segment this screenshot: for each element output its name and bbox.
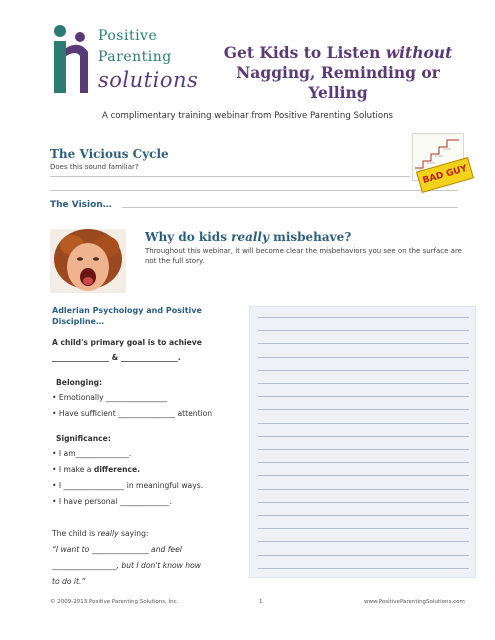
note-line [258, 502, 469, 503]
why-title-emph: really [231, 230, 269, 244]
footer-url: www.PositiveParentingSolutions.com [364, 599, 465, 605]
note-line [258, 436, 469, 437]
significance-item: • I am______________. [52, 449, 132, 458]
belonging-item: • Emotionally ________________ [52, 393, 167, 402]
child-quote-line: to do it.” [52, 577, 86, 586]
belonging-label: Belonging: [56, 378, 103, 387]
screaming-child-photo [50, 229, 126, 293]
note-line [258, 396, 469, 397]
note-line [258, 343, 469, 344]
why-title-prefix: Why do kids [145, 230, 232, 244]
logo-mark-icon [50, 24, 95, 96]
note-line [258, 423, 469, 424]
note-line [258, 568, 469, 569]
bad-guy-badge: BAD GUY [416, 157, 474, 193]
significance-item [52, 465, 140, 474]
logo-word-solutions: solutions [98, 68, 199, 92]
belonging-item: • Have sufficient _______________ attention [52, 409, 213, 418]
note-line [258, 317, 469, 318]
significance-item-text: • I make a [52, 465, 92, 474]
note-line [258, 370, 469, 371]
answer-line [50, 190, 458, 191]
logo-word-positive: Positive [98, 28, 158, 44]
vicious-cycle-heading: The Vicious Cycle [50, 147, 169, 161]
child-saying-intro [52, 529, 148, 538]
title-line1-emph: without [385, 43, 453, 62]
note-line [258, 489, 469, 490]
why-title-suffix: misbehave? [268, 230, 352, 244]
notes-panel[interactable] [249, 306, 476, 578]
note-line [258, 515, 469, 516]
note-line [258, 541, 469, 542]
saying-prefix: The child is [52, 529, 98, 538]
note-line [258, 462, 469, 463]
subtitle: A complimentary training webinar from Positive Parenting Solutions [101, 111, 394, 121]
footer-page-number: 1 [259, 599, 263, 605]
significance-label: Significance: [56, 434, 111, 443]
why-misbehave-body: Throughout this webinar, it will become clear the misbehaviors you see on the surface are not the full story. [145, 247, 462, 265]
child-quote-line: “I want to _______________ and feel [52, 545, 182, 554]
title-line1-prefix: Get Kids to Listen [223, 43, 386, 62]
answer-line [122, 207, 458, 208]
saying-emph: really [97, 529, 119, 538]
note-line [258, 409, 469, 410]
logo-word-parenting: Parenting [98, 49, 172, 65]
goal-blanks: _______________ & _______________. [52, 353, 181, 362]
page-title [206, 43, 470, 103]
note-line [258, 528, 469, 529]
note-line [258, 475, 469, 476]
note-line [258, 357, 469, 358]
child-quote-line: _________________, but I don't know how [52, 561, 201, 570]
significance-item-emph: difference. [93, 465, 141, 474]
title-line2: Nagging, Reminding or Yelling [236, 63, 440, 102]
answer-line [50, 176, 410, 177]
logo [50, 24, 200, 99]
footer-copyright: © 2009-2013 Positive Parenting Solutions, Inc. [50, 599, 179, 605]
vision-heading: The Vision… [50, 200, 112, 210]
significance-item: • I have personal _____________. [52, 497, 172, 506]
vicious-cycle-question: Does this sound familiar? [50, 163, 139, 171]
why-misbehave-heading [145, 230, 351, 244]
note-line [258, 449, 469, 450]
note-line [258, 555, 469, 556]
note-line [258, 383, 469, 384]
significance-item: • I ________________ in meaningful ways. [52, 481, 204, 490]
note-line [258, 330, 469, 331]
goal-line: A child's primary goal is to achieve [52, 338, 202, 347]
saying-suffix: saying: [118, 529, 149, 538]
adlerian-heading: Adlerian Psychology and Positive Discipline… [52, 306, 202, 326]
